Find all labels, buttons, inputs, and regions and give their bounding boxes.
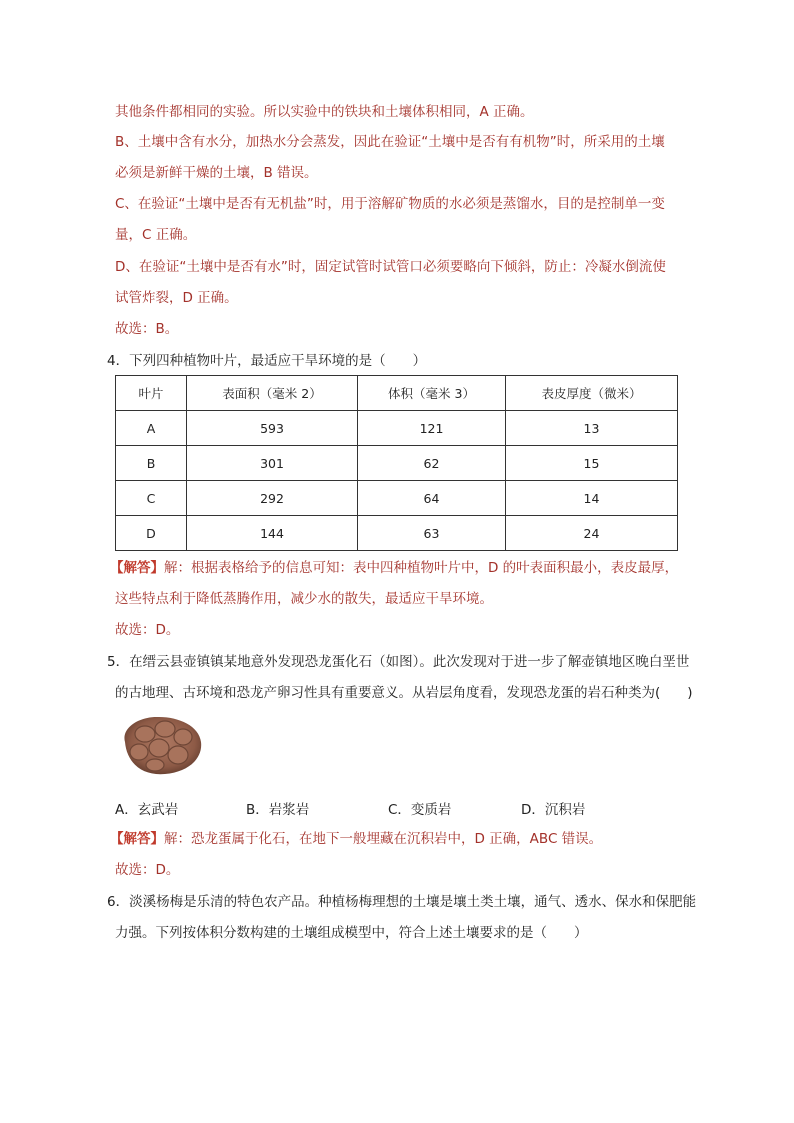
table-cell: 144 [187, 516, 358, 551]
option-c: C．变质岩 [388, 802, 452, 818]
q6-stem-line-1: 6．淡溪杨梅是乐清的特色农产品。种植杨梅理想的土壤是壤土类土壤，通气、透水、保水和保肥能 [107, 894, 697, 910]
table-cell: A [116, 411, 187, 446]
dinosaur-egg-fossil-image [115, 712, 205, 778]
q3-answer-line-2: B、土壤中含有水分，加热水分会蒸发，因此在验证“土壤中是否有有机物”时，所采用的土壤 [115, 134, 665, 150]
table-cell: C [116, 481, 187, 516]
q4-stem: 4．下列四种植物叶片，最适应干旱环境的是（ ） [107, 353, 427, 369]
q3-answer-line-6: D、在验证“土壤中是否有水”时，固定试管时试管口必须要略向下倾斜，防止：冷凝水倒流使 [115, 259, 666, 275]
table-cell: D [116, 516, 187, 551]
table-header-row [116, 376, 678, 411]
table-cell: 301 [187, 446, 358, 481]
leaf-table [115, 375, 678, 551]
q3-choice: 故选：B。 [115, 321, 179, 337]
q3-answer-line-4: C、在验证“土壤中是否有无机盐”时，用于溶解矿物质的水必须是蒸馏水，目的是控制单一变 [115, 196, 665, 212]
q3-answer-line-7: 试管炸裂，D 正确。 [115, 290, 238, 306]
table-cell: B [116, 446, 187, 481]
q3-answer-line-3: 必须是新鲜干燥的土壤，B 错误。 [115, 165, 318, 181]
table-cell: 121 [358, 411, 506, 446]
table-row [116, 411, 678, 446]
q5-answer-line-1 [110, 829, 602, 849]
table-header-cell: 体积（毫米 3） [358, 376, 506, 411]
answer-tag: 【解答】 [110, 831, 164, 847]
table-cell: 64 [358, 481, 506, 516]
q4-answer-line-1 [110, 558, 678, 578]
q3-answer-line-5: 量，C 正确。 [115, 227, 197, 243]
table-header-cell: 表皮厚度（微米） [506, 376, 678, 411]
q5-stem-line-2: 的古地理、古环境和恐龙产卵习性具有重要意义。从岩层角度看，发现恐龙蛋的岩石种类为( ) [115, 685, 693, 701]
table-cell: 24 [506, 516, 678, 551]
table-header-cell: 表面积（毫米 2） [187, 376, 358, 411]
q4-answer-line-2: 这些特点利于降低蒸腾作用，减少水的散失，最适应干旱环境。 [115, 591, 493, 607]
table-cell: 63 [358, 516, 506, 551]
option-d: D．沉积岩 [521, 802, 586, 818]
option-a: A．玄武岩 [115, 802, 179, 818]
table-row [116, 516, 678, 551]
table-cell: 593 [187, 411, 358, 446]
q3-answer-line-1: 其他条件都相同的实验。所以实验中的铁块和土壤体积相同，A 正确。 [115, 104, 534, 120]
option-b: B．岩浆岩 [246, 802, 310, 818]
q4-answer-text: 解：根据表格给予的信息可知：表中四种植物叶片中，D 的叶表面积最小，表皮最厚， [164, 560, 679, 576]
table-row [116, 481, 678, 516]
q4-choice: 故选：D。 [115, 622, 180, 638]
q5-choice: 故选：D。 [115, 862, 180, 878]
table-cell: 14 [506, 481, 678, 516]
table-cell: 292 [187, 481, 358, 516]
answer-tag: 【解答】 [110, 560, 164, 576]
q5-stem-line-1: 5．在缙云县壶镇镇某地意外发现恐龙蛋化石（如图）。此次发现对于进一步了解壶镇地区晚白垩世 [107, 654, 690, 670]
q6-stem-line-2: 力强。下列按体积分数构建的土壤组成模型中，符合上述土壤要求的是（ ） [115, 925, 588, 941]
q5-answer-text: 解：恐龙蛋属于化石，在地下一般埋藏在沉积岩中，D 正确，ABC 错误。 [164, 831, 603, 847]
table-cell: 13 [506, 411, 678, 446]
table-cell: 62 [358, 446, 506, 481]
table-header-cell: 叶片 [116, 376, 187, 411]
table-cell: 15 [506, 446, 678, 481]
table-row [116, 446, 678, 481]
